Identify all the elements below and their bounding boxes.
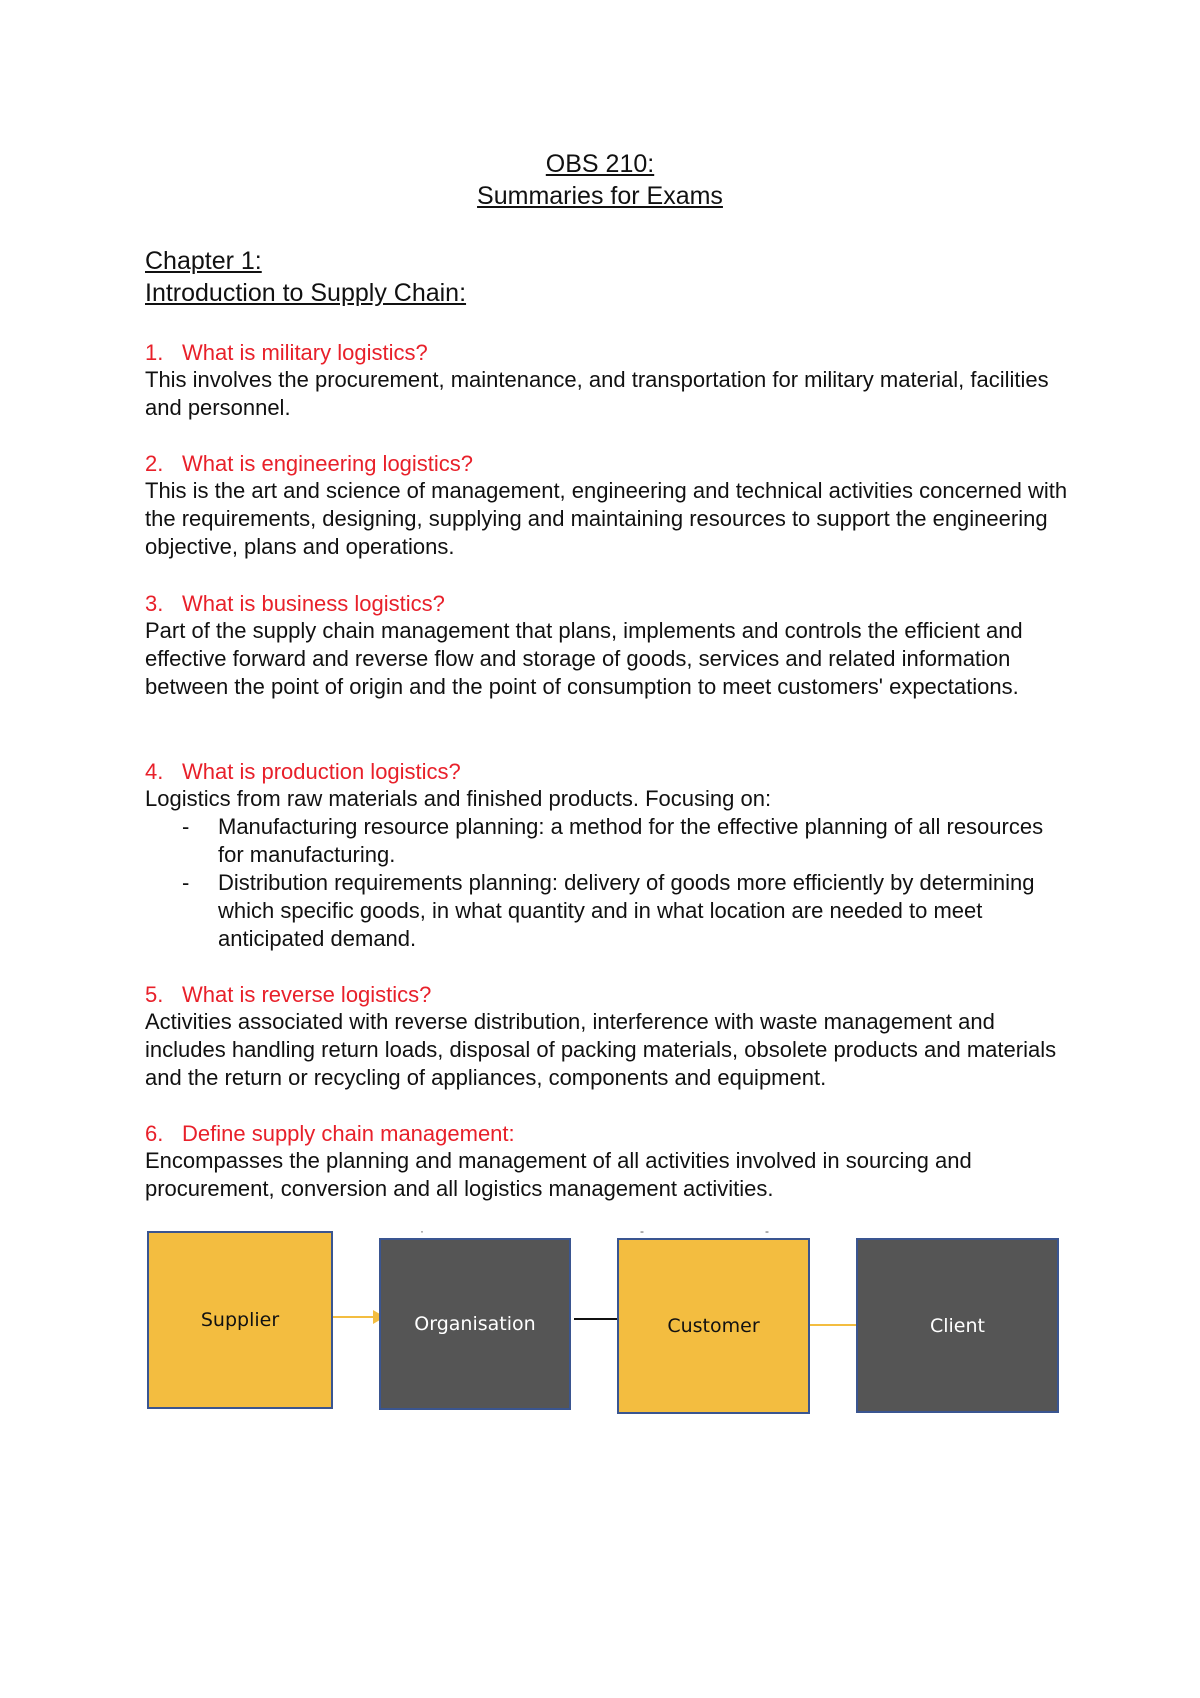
question-4 bbox=[145, 758, 461, 786]
client-box bbox=[856, 1238, 1059, 1413]
bullet-text: Distribution requirements planning: delivery of goods more efficiently by determining which specific goods, in what quantity and in what location are needed to meet anticipated demand. bbox=[218, 870, 1035, 951]
document-subtitle: Summaries for Exams bbox=[477, 182, 723, 210]
question-text: What is reverse logistics? bbox=[182, 982, 432, 1007]
answer-1: This involves the procurement, maintenance, and transportation for military material, facilities and personnel. bbox=[145, 367, 1049, 420]
box-label: Client bbox=[929, 1314, 985, 1337]
customer-box bbox=[617, 1238, 810, 1414]
list-item bbox=[145, 813, 1070, 869]
chapter-label: Chapter 1: bbox=[145, 247, 262, 275]
chapter-title: Introduction to Supply Chain: bbox=[145, 279, 467, 307]
question-number: 4. bbox=[145, 759, 164, 784]
bullet-list bbox=[145, 813, 1070, 953]
box-label: Supplier bbox=[200, 1309, 280, 1331]
answer-2: This is the art and science of management, engineering and technical activities concerned with the requirements, designing, supplying and maintaining resources to support the engineering objective, plans and operations. bbox=[145, 478, 1068, 559]
question-2 bbox=[145, 450, 473, 478]
supplier-box bbox=[147, 1231, 333, 1409]
bullet-dash: - bbox=[182, 870, 190, 895]
list-item bbox=[145, 869, 1070, 953]
question-number: 3. bbox=[145, 591, 164, 616]
question-text: What is business logistics? bbox=[182, 591, 445, 616]
diagram-artifact: · bbox=[420, 1224, 424, 1238]
course-title: OBS 210: bbox=[545, 150, 655, 178]
question-number: 6. bbox=[145, 1121, 164, 1146]
box-label: Organisation bbox=[414, 1313, 536, 1335]
question-text: Define supply chain management: bbox=[182, 1121, 515, 1146]
question-5 bbox=[145, 981, 431, 1009]
question-number: 2. bbox=[145, 451, 164, 476]
question-text: What is production logistics? bbox=[182, 759, 461, 784]
question-3 bbox=[145, 590, 445, 618]
question-1 bbox=[145, 339, 428, 367]
diagram-artifact: - bbox=[765, 1224, 769, 1238]
question-6 bbox=[145, 1120, 515, 1148]
question-number: 5. bbox=[145, 982, 164, 1007]
diagram-artifact: - bbox=[640, 1224, 644, 1238]
question-text: What is military logistics? bbox=[182, 340, 428, 365]
question-number: 1. bbox=[145, 340, 164, 365]
organisation-box bbox=[379, 1238, 571, 1410]
answer-4: Logistics from raw materials and finished products. Focusing on: bbox=[145, 786, 772, 811]
box-label: Customer bbox=[667, 1315, 760, 1337]
question-text: What is engineering logistics? bbox=[182, 451, 474, 476]
answer-3: Part of the supply chain management that plans, implements and controls the efficient and effective forward and reverse flow and storage of goods, services and related information between the point of origin and the point of consumption to meet customers' expectations. bbox=[145, 618, 1023, 699]
bullet-text: Manufacturing resource planning: a method for the effective planning of all resources for manufacturing. bbox=[218, 814, 1044, 867]
answer-5: Activities associated with reverse distribution, interference with waste management and includes handling return loads, disposal of packing materials, obsolete products and materials and the return or recycling of appliances, components and equipment. bbox=[145, 1009, 1057, 1090]
arrow-supplier-to-organisation bbox=[333, 1316, 383, 1318]
bullet-dash: - bbox=[182, 814, 190, 839]
answer-6: Encompasses the planning and management of all activities involved in sourcing and procurement, conversion and all logistics management activities. bbox=[145, 1148, 972, 1201]
